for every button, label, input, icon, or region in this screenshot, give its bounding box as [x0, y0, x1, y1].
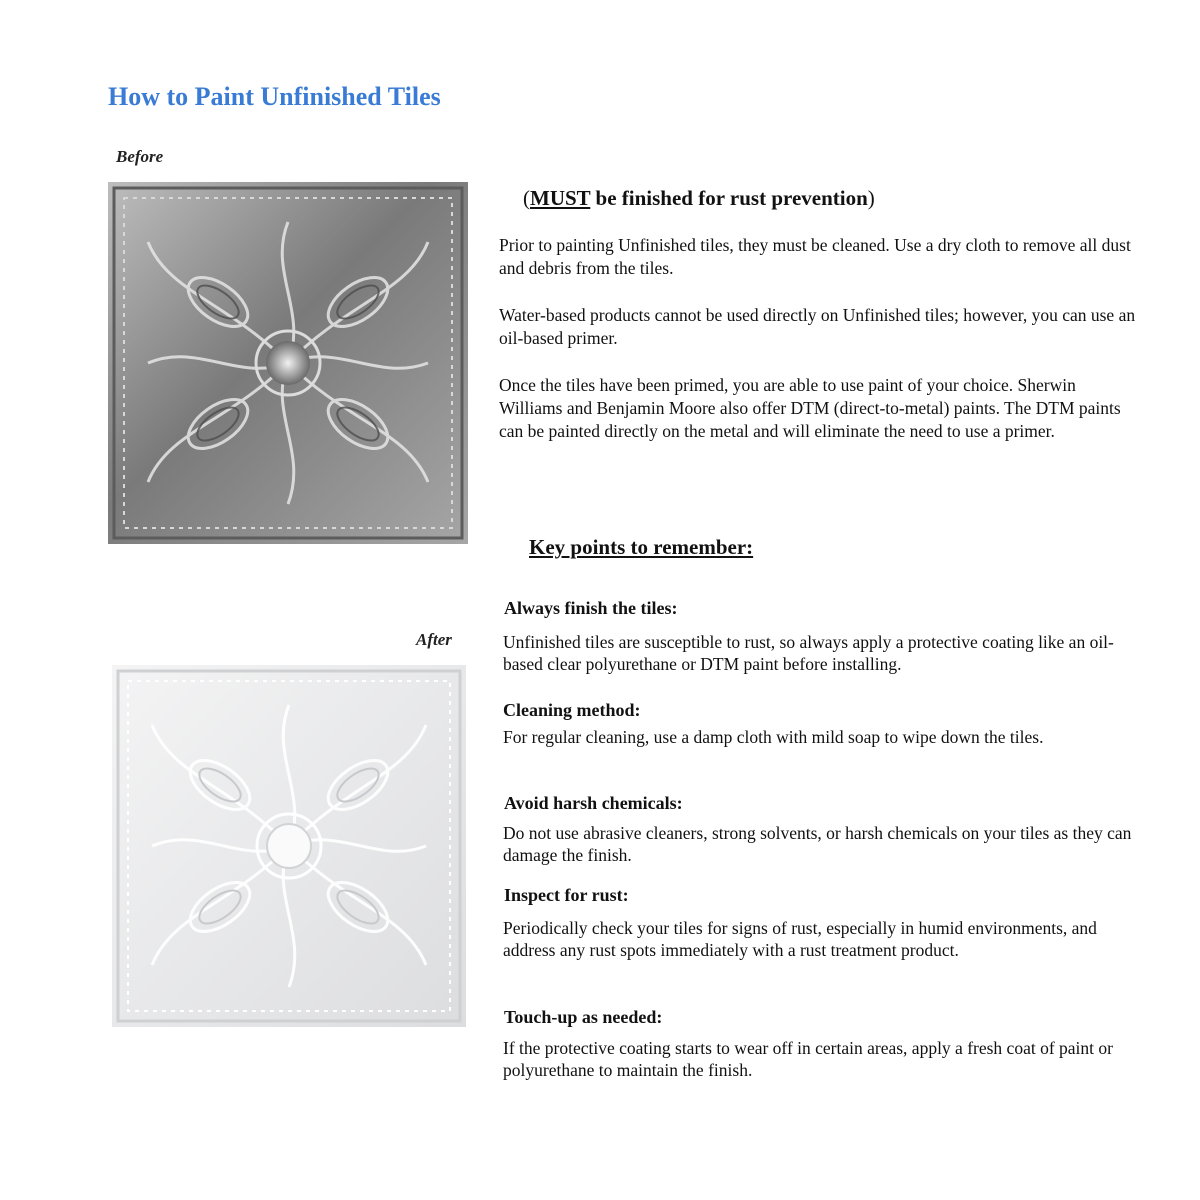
- key-point-body: If the protective coating starts to wear off in certain areas, apply a fresh coat of paint or polyurethane to maintain the finish.: [503, 1038, 1113, 1080]
- tile-pattern-after: [112, 665, 466, 1027]
- key-point-body: Periodically check your tiles for signs of rust, especially in humid environments, and address any rust spots immediately with a rust treatment product.: [503, 918, 1097, 960]
- key-point-heading: Always finish the tiles:: [504, 598, 678, 618]
- cleaning-paragraph: Prior to painting Unfinished tiles, they must be cleaned. Use a dry cloth to remove all dust and debris from the tiles.: [499, 235, 1131, 278]
- paint-paragraph: Once the tiles have been primed, you are able to use paint of your choice. Sherwin Williams and Benjamin Moore also offer DTM (direct-to-metal) paints. The DTM paints can be painted directly on the metal and will eliminate the need to use a primer.: [499, 375, 1121, 441]
- key-points-heading: Key points to remember:: [529, 535, 754, 559]
- primer-paragraph: Water-based products cannot be used directly on Unfinished tiles; however, you can use an oil-based primer.: [499, 305, 1136, 348]
- key-point-body: Unfinished tiles are susceptible to rust, so always apply a protective coating like an oil-based clear polyurethane or DTM paint before installing.: [503, 632, 1114, 674]
- key-point-heading: Touch-up as needed:: [504, 1007, 663, 1027]
- key-point-body: Do not use abrasive cleaners, strong solvents, or harsh chemicals on your tiles as they can damage the finish.: [503, 823, 1132, 865]
- painted-tile-image: [112, 665, 466, 1027]
- key-point-heading: Cleaning method:: [503, 700, 641, 720]
- key-point-body: For regular cleaning, use a damp cloth with mild soap to wipe down the tiles.: [503, 727, 1044, 747]
- before-caption: Before: [116, 147, 164, 166]
- after-caption: After: [416, 630, 452, 649]
- must-heading-rest: be finished for rust prevention: [590, 186, 868, 210]
- tile-pattern-before: [108, 182, 468, 544]
- must-emphasis: MUST: [530, 186, 591, 210]
- key-point-heading: Avoid harsh chemicals:: [504, 793, 683, 813]
- close-paren: ): [867, 186, 875, 210]
- page-title: How to Paint Unfinished Tiles: [108, 82, 441, 111]
- rust-prevention-heading: [523, 186, 875, 211]
- unfinished-tile-image: [108, 182, 468, 544]
- open-paren: (: [523, 186, 530, 210]
- key-point-heading: Inspect for rust:: [504, 885, 629, 905]
